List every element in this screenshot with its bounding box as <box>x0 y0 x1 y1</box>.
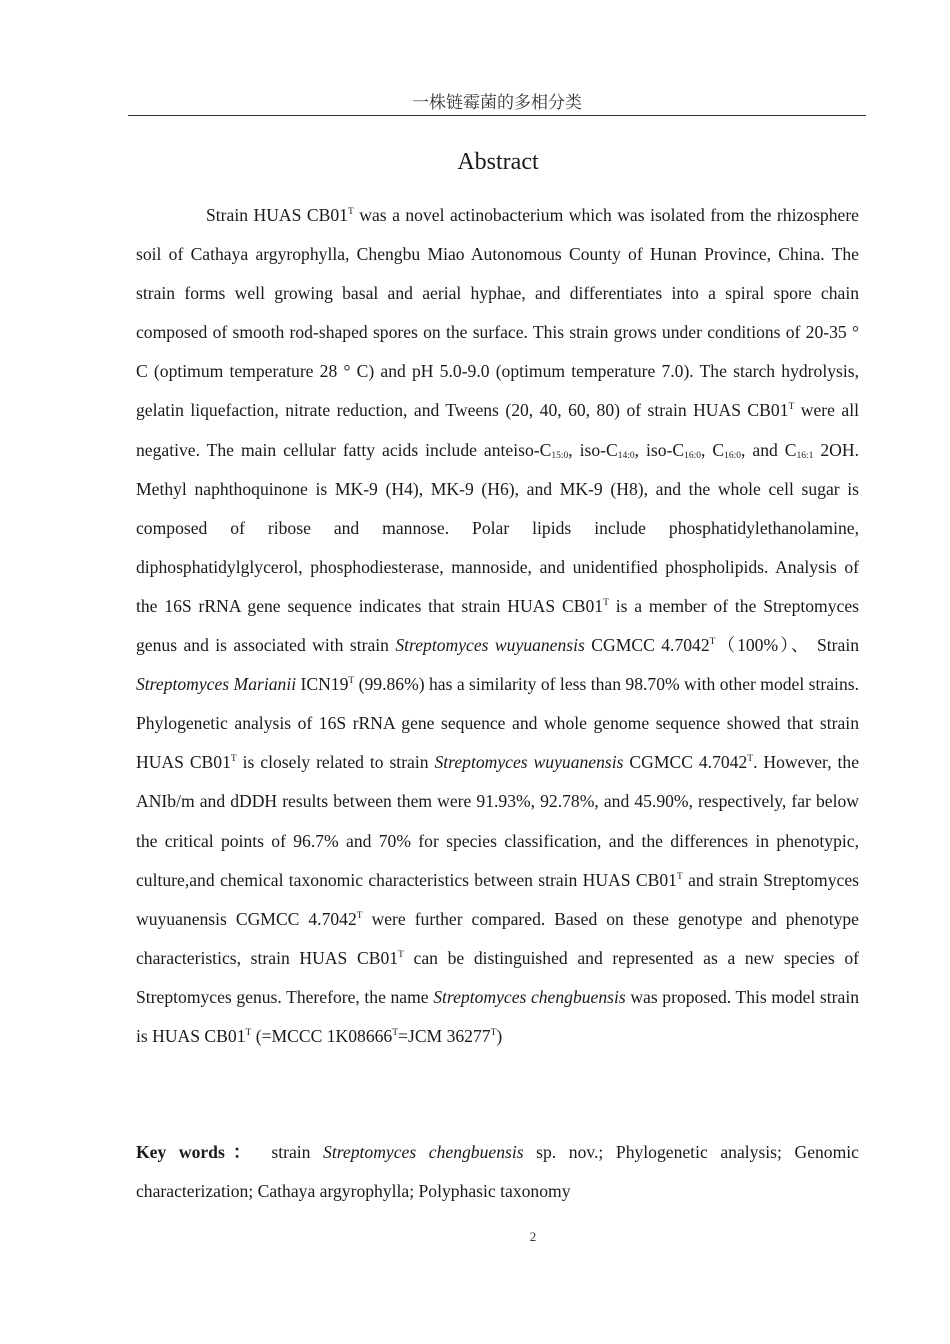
keywords: Key words： strain Streptomyces chengbuensis sp. nov.; Phylogenetic analysis; Genomic characterization; Cathaya argyrophylla; Polyphasic taxonomy <box>136 1142 859 1202</box>
page-header <box>128 92 866 116</box>
abstract-body <box>136 196 859 1056</box>
abstract-heading: Abstract <box>457 149 539 175</box>
abstract-paragraph: Strain HUAS $CB01^T$ was a novel actinobacterium which was isolated from the rhizosphere soil of Cathaya argyrophylla, Chengbu Miao Autonomous County of Hunan Province, China. The strain forms well growing basal and aerial hyphae, and differentiates into a spiral spore chain composed of smooth rod-shaped spores on the surface. This strain grows under conditions of 20-35 ° C (optimum temperature 28 ° C) and pH 5.0-9.0 (optimum temperature 7.0). The starch hydrolysis, gelatin liquefaction, nitrate reduction, and Tweens (20, 40, 60, 80) of strain HUAS $CB01^T$ were all negative. The main cellular fatty acids include anteiso-$C_{15:0}$, iso-$C_{14:0}$, iso-$C_{16:0}$, $C_{16:0}$, and $C_{16:1}$ 2OH. Methyl naphthoquinone is MK-9 (H4), MK-9 (H6), and MK-9 (H8), and the whole cell sugar is composed of ribose and mannose. Polar lipids include phosphatidylethanolamine, diphosphatidylglycerol, phosphodiesterase, mannoside, and unidentified phospholipids. Analysis of the 16S rRNA gene sequence indicates that strain HUAS $CB01^T$ is a member of the Streptomyces genus and is associated with strain Streptomyces wuyuanensis CGMCC $4.7042^T(100\%)$、 Strain Streptomyces Marianii $ICN19^T$ (99.86%) has a similarity of less than 98.70% with other model strains. Phylogenetic analysis of 16S rRNA gene sequence and whole genome sequence showed that strain HUAS $CB01^T$ is closely related to strain Streptomyces wuyuanensis CGMCC $4.7042^T$. However, the ANIb/m and dDDH results between them were 91.93%, 92.78%, and 45.90%, respectively, far below the critical points of 96.7% and 70% for species classification, and the differences in phenotypic, culture,and chemical taxonomic characteristics between strain HUAS $CB01^T$ and strain Streptomyces wuyuanensis CGMCC $4.7042^T$ were further compared. Based on these genotype and phenotype characteristics, strain HUAS $CB01^T$ can be distinguished and represented as a new species of Streptomyces genus. Therefore, the name Streptomyces chengbuensis was proposed. This model strain is HUAS $CB01^T$ (=MCCC $1K08666^T=JCM$ $36277^T$) <box>136 205 860 1046</box>
header-title: 一株链霉菌的多相分类 <box>412 93 582 113</box>
page-number: 2 <box>529 1229 537 1244</box>
keywords-label: Key words： <box>136 1142 259 1162</box>
